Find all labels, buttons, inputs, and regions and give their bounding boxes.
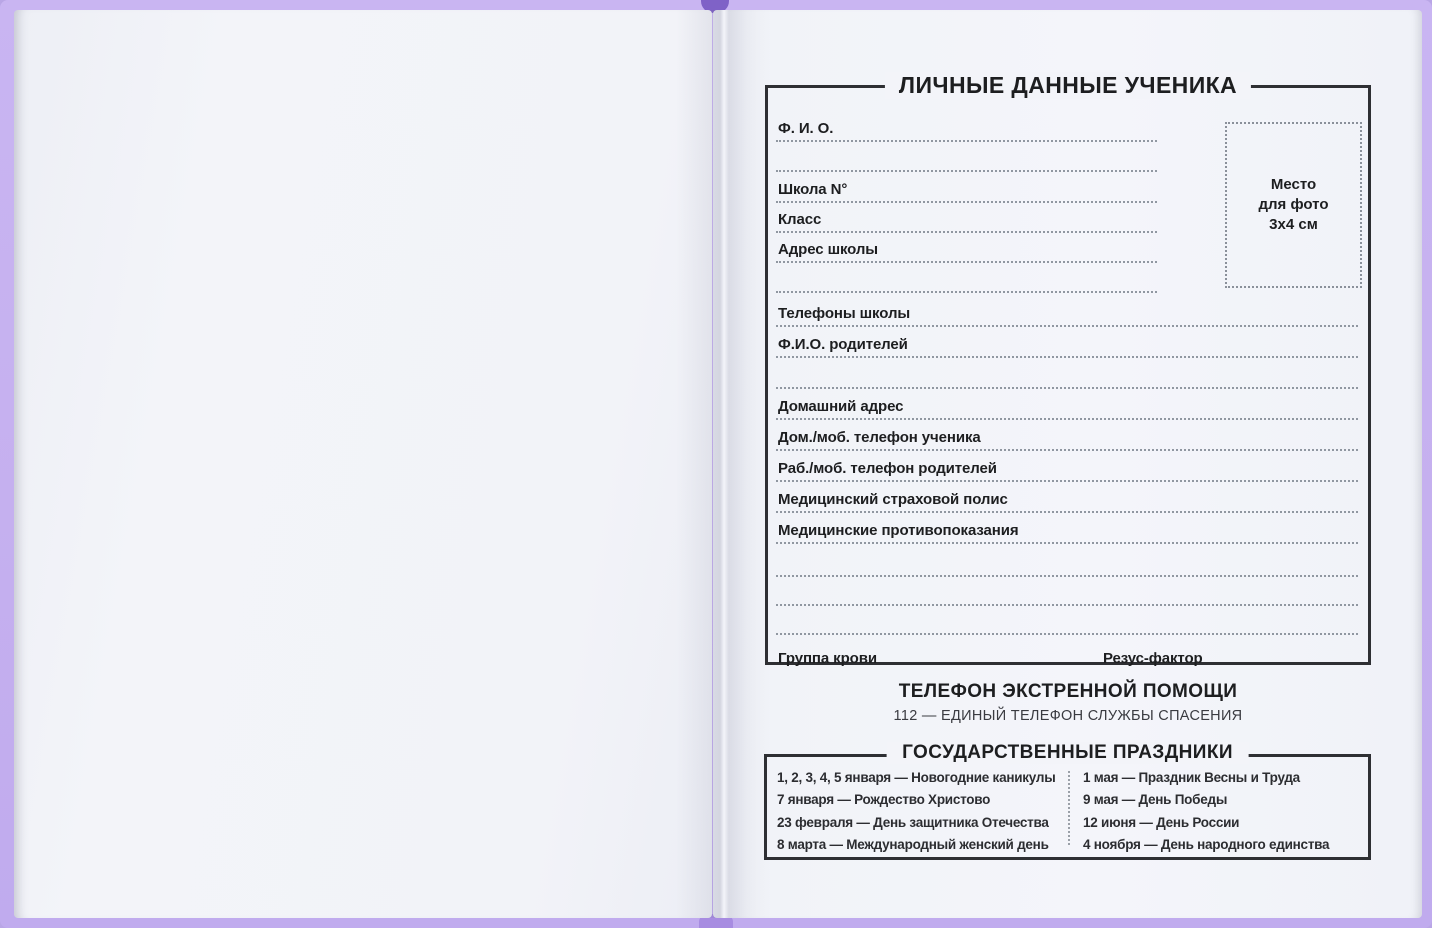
- field-label-school-phones: Телефоны школы: [778, 305, 911, 322]
- form-row-parents-phone: [776, 456, 1358, 482]
- form-row-blank: [776, 146, 1157, 172]
- field-label-student-phone: Дом./моб. телефон ученика: [778, 429, 981, 446]
- holiday-item: 1, 2, 3, 4, 5 января — Новогодние каникулы: [777, 770, 1056, 785]
- form-row-blood: [776, 645, 1358, 667]
- form-row-school: [776, 177, 1157, 203]
- field-label-blood-group: Группа крови: [778, 650, 877, 667]
- holidays-left-column: [777, 767, 1067, 856]
- holiday-item: 23 февраля — День защитника Отечества: [777, 814, 1049, 830]
- form-row-blank: [776, 267, 1157, 293]
- form-row-blank: [776, 363, 1358, 389]
- form-row-blank: [776, 551, 1358, 577]
- form-row-parents-fio: [776, 332, 1358, 358]
- form-row-insurance: [776, 487, 1358, 513]
- holiday-item: 9 мая — День Победы: [1083, 792, 1228, 808]
- emergency-title: ТЕЛЕФОН ЭКСТРЕННОЙ ПОМОЩИ: [898, 681, 1238, 702]
- field-label-fio: Ф. И. О.: [778, 120, 834, 137]
- field-label-insurance: Медицинский страховой полис: [778, 491, 1008, 508]
- holiday-item: 12 июня — День России: [1083, 814, 1240, 830]
- holiday-item: 8 марта — Международный женский день: [777, 836, 1049, 852]
- holiday-item: 1 мая — Праздник Весны и Труда: [1083, 770, 1300, 785]
- holidays-column-divider: [1068, 771, 1070, 845]
- field-label-parents-phone: Раб./моб. телефон родителей: [778, 460, 997, 477]
- field-label-rh-factor: Резус-фактор: [1103, 650, 1203, 667]
- form-row-class: [776, 207, 1157, 233]
- holidays-right-column: [1083, 767, 1363, 856]
- student-data-form: [765, 72, 1371, 667]
- form-row-blank: [776, 580, 1358, 606]
- field-label-school: Школа N°: [778, 181, 848, 198]
- form-row-school-address: [776, 237, 1157, 263]
- form-row-school-phones: [776, 301, 1358, 327]
- photo-placeholder: [1225, 122, 1362, 288]
- holidays-title: ГОСУДАРСТВЕННЫЕ ПРАЗДНИКИ: [886, 742, 1249, 764]
- field-label-parents-fio: Ф.И.О. родителей: [778, 336, 908, 353]
- student-form-title: ЛИЧНЫЕ ДАННЫЕ УЧЕНИКА: [885, 72, 1251, 99]
- form-row-fio: [776, 116, 1157, 142]
- photo-placeholder-line3: 3х4 см: [1269, 216, 1318, 234]
- photo-placeholder-line1: Место: [1270, 175, 1317, 193]
- holiday-item: 7 января — Рождество Христово: [777, 792, 991, 808]
- form-row-blank: [776, 609, 1358, 635]
- field-label-contraindications: Медицинские противопоказания: [778, 522, 1019, 539]
- form-row-student-phone: [776, 425, 1358, 451]
- field-label-school-address: Адрес школы: [778, 241, 879, 258]
- holidays-box: [764, 742, 1371, 860]
- holiday-item: 4 ноября — День народного единства: [1083, 836, 1330, 852]
- field-label-class: Класс: [778, 211, 822, 228]
- form-row-home-address: [776, 394, 1358, 420]
- photo-placeholder-line2: для фото: [1258, 195, 1329, 213]
- field-label-home-address: Домашний адрес: [778, 398, 904, 415]
- emergency-subtitle: 112 — ЕДИНЫЙ ТЕЛЕФОН СЛУЖБЫ СПАСЕНИЯ: [893, 708, 1243, 724]
- form-row-contraindications: [776, 518, 1358, 544]
